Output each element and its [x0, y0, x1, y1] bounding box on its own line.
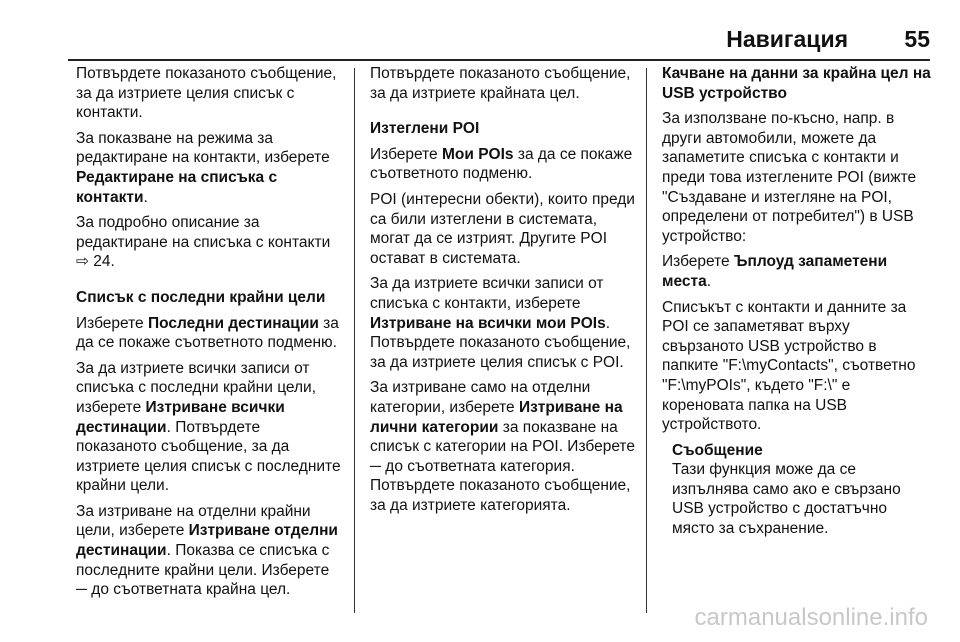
page-number: 55: [904, 26, 930, 52]
paragraph: За изтриване само на отделни категории, изберете Изтриване на лични категории за показване на списък с категории на POI. Изберете ─ до съответната категория. Потвърдете показаното съобщение, за да изтриете категорията.: [370, 379, 635, 514]
paragraph: Изберете Последни дестинации за да се покаже съответното подменю.: [76, 314, 339, 352]
page-header: [0, 22, 960, 62]
header-divider: [68, 59, 930, 61]
column-divider-1: [354, 68, 355, 613]
section-title: Навигация: [726, 26, 848, 52]
watermark: carmanualsonline.info: [694, 604, 928, 631]
column-2: [370, 64, 638, 521]
menu-label: Изтриване на лични категории: [370, 398, 623, 436]
paragraph: Потвърдете показаното съобщение, за да изтриете крайната цел.: [370, 65, 631, 102]
paragraph: За подробно описание за редактиране на списъка с контакти ⇨ 24.: [76, 214, 331, 271]
menu-label: Изтриване на всички мои POIs: [370, 314, 606, 332]
column-1: [76, 64, 344, 606]
note-box: [672, 441, 932, 539]
paragraph: За да изтриете всички записи от списъка с контакти, изберете Изтриване на всички мои POIs. Потвърдете показаното съобщение, за да изтриете целия списък с POI.: [370, 275, 631, 371]
paragraph: Списъкът с контакти и данните за POI се запаметяват върху свързаното USB устройство в папките "F:\myContacts", съответно "F:\myPOIs", където "F:\" е кореновата папка на USB устройството.: [662, 298, 916, 434]
note-body: Тази функция може да се изпълнява само ако е свързано USB устройство с достатъчно място за съхранение.: [672, 461, 901, 538]
paragraph: За използване по-късно, напр. в други автомобили, можете да запаметите списъка с контакти и преди това изтеглените POI (вижте "Създаване и изтегляне на POI, определени от потребител") в USB устройство:: [662, 110, 917, 245]
paragraph: За да изтриете всички записи от списъка с последни крайни цели, изберете Изтриване всички дестинации. Потвърдете показаното съобщение, за да изтриете целия списък с последните крайни цели.: [76, 359, 341, 495]
menu-label: Ъплоуд запаметени места: [662, 253, 888, 290]
paragraph: Изберете Ъплоуд запаметени места.: [662, 253, 888, 290]
page-ref: 24: [93, 253, 111, 271]
menu-label: Изтриване отделни дестинации: [76, 522, 338, 560]
section-heading: Списък с последни крайни цели: [76, 288, 326, 306]
paragraph: За изтриване на отделни крайни цели, изберете Изтриване отделни дестинации. Показва се списъка с последните крайни цели. Изберете ─ до съответната крайна цел.: [76, 502, 338, 599]
paragraph: Потвърдете показаното съобщение, за да изтриете целия списък с контакти.: [76, 65, 337, 122]
section-heading: Качване на данни за крайна цел на USB устройство: [662, 65, 931, 102]
section-heading: Изтеглени POI: [370, 120, 480, 138]
paragraph: Изберете Мои POIs за да се покаже съответното подменю.: [370, 145, 633, 183]
paragraph: За показване на режима за редактиране на контакти, изберете Редактиране на списъка с контакти.: [76, 129, 330, 206]
page-ref-icon: ⇨: [76, 253, 94, 271]
column-3: [662, 64, 932, 545]
menu-label: Последни дестинации: [147, 314, 319, 332]
paragraph: POI (интересни обекти), които преди са били изтеглени в системата, могат да се изтрият. Другите POI остават в системата.: [370, 190, 635, 267]
column-divider-2: [646, 68, 647, 613]
menu-label: Изтриване всички дестинации: [76, 398, 285, 436]
menu-label: Редактиране на списъка с контакти: [76, 168, 278, 206]
menu-label: Мои POIs: [441, 145, 514, 163]
note-title: Съобщение: [672, 441, 763, 459]
